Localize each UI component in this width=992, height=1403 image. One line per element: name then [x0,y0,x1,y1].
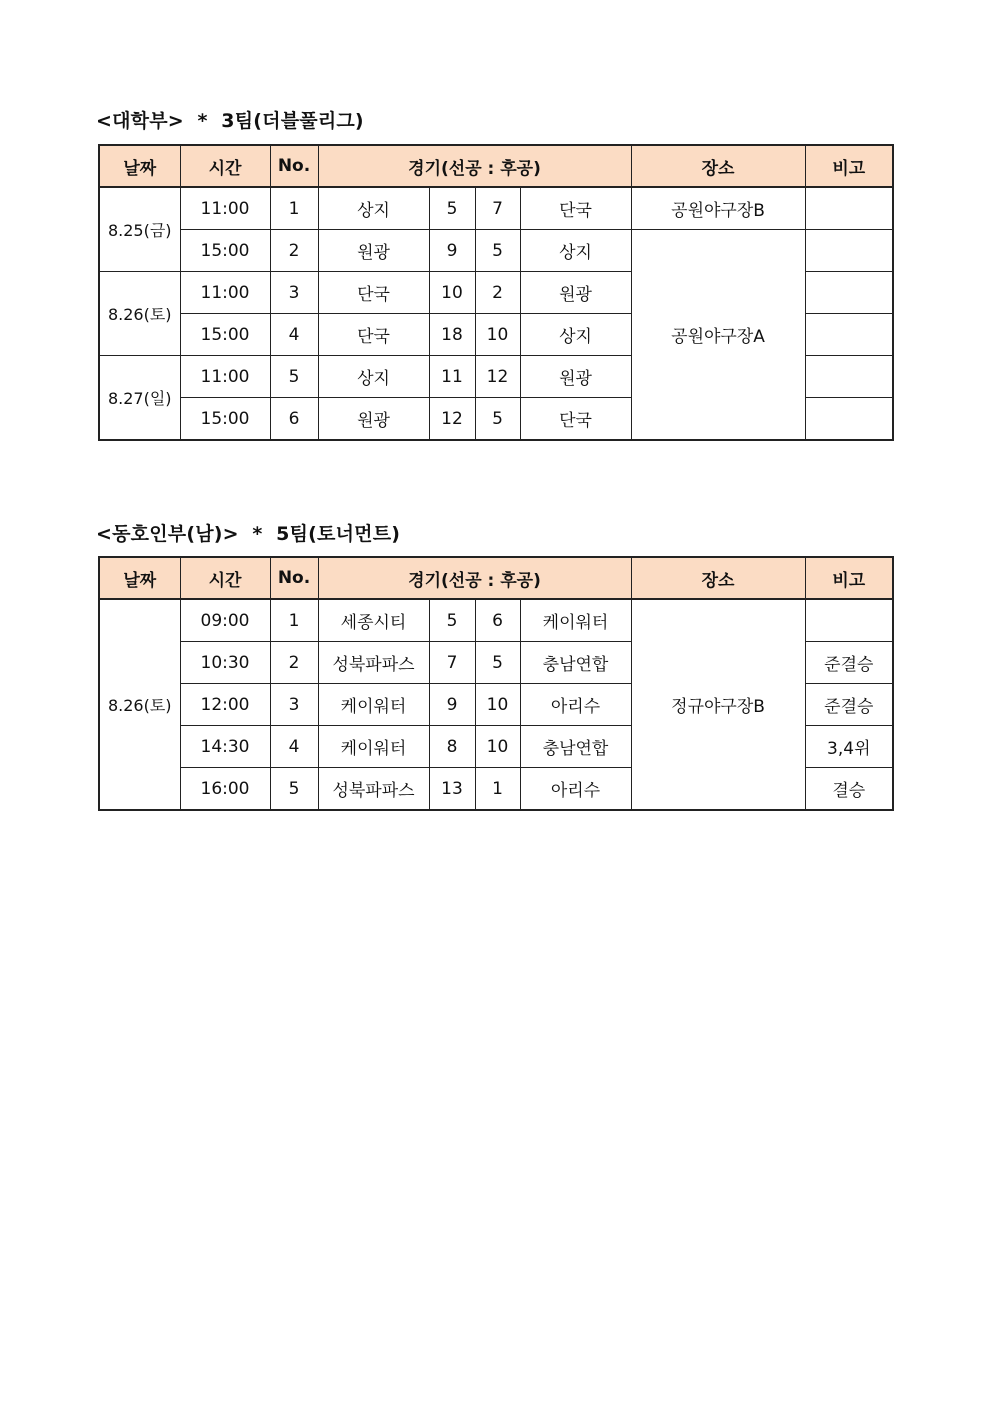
club-schedule-table [98,556,894,811]
date-cell: 8.26(토) [99,599,180,810]
home-team-cell: 원광 [318,230,429,272]
home-team-cell: 케이워터 [318,726,429,768]
time-cell: 10:30 [180,642,270,684]
home-score-cell: 5 [429,187,475,230]
note-cell: 결승 [805,768,893,811]
header-note: 비고 [805,557,893,599]
away-score-cell: 10 [475,726,520,768]
game-no-cell: 2 [270,642,318,684]
note-cell: 준결승 [805,684,893,726]
time-cell: 11:00 [180,187,270,230]
away-team-cell: 단국 [520,187,631,230]
header-match: 경기(선공 : 후공) [318,145,631,187]
note-cell [805,230,893,272]
note-cell: 3,4위 [805,726,893,768]
game-no-cell: 6 [270,398,318,441]
home-team-cell: 단국 [318,272,429,314]
home-score-cell: 9 [429,684,475,726]
home-team-cell: 케이워터 [318,684,429,726]
time-cell: 15:00 [180,398,270,441]
time-cell: 14:30 [180,726,270,768]
time-cell: 16:00 [180,768,270,811]
game-no-cell: 5 [270,768,318,811]
club-section-title: <동호인부(남)> * 5팀(토너먼트) [96,523,401,545]
note-cell [805,599,893,642]
away-score-cell: 10 [475,314,520,356]
venue-cell: 정규야구장B [631,599,805,810]
header-date: 날짜 [99,557,180,599]
away-team-cell: 상지 [520,314,631,356]
header-row [99,557,893,599]
home-team-cell: 상지 [318,187,429,230]
home-team-cell: 원광 [318,398,429,441]
table-row [99,599,893,642]
away-score-cell: 10 [475,684,520,726]
note-cell [805,314,893,356]
home-score-cell: 13 [429,768,475,811]
home-score-cell: 12 [429,398,475,441]
home-score-cell: 11 [429,356,475,398]
away-team-cell: 아리수 [520,768,631,811]
time-cell: 15:00 [180,230,270,272]
header-match: 경기(선공 : 후공) [318,557,631,599]
away-score-cell: 7 [475,187,520,230]
college-schedule-table [98,144,894,441]
header-no: No. [270,145,318,187]
away-team-cell: 아리수 [520,684,631,726]
header-venue: 장소 [631,557,805,599]
home-score-cell: 8 [429,726,475,768]
away-team-cell: 단국 [520,398,631,441]
note-cell [805,356,893,398]
away-score-cell: 12 [475,356,520,398]
header-note: 비고 [805,145,893,187]
college-section-title: <대학부> * 3팀(더블풀리그) [96,110,364,132]
away-team-cell: 원광 [520,356,631,398]
time-cell: 12:00 [180,684,270,726]
home-team-cell: 성북파파스 [318,642,429,684]
home-score-cell: 9 [429,230,475,272]
away-team-cell: 원광 [520,272,631,314]
away-score-cell: 5 [475,230,520,272]
away-score-cell: 1 [475,768,520,811]
away-score-cell: 2 [475,272,520,314]
home-team-cell: 단국 [318,314,429,356]
away-team-cell: 케이워터 [520,599,631,642]
time-cell: 15:00 [180,314,270,356]
home-team-cell: 세종시티 [318,599,429,642]
time-cell: 11:00 [180,356,270,398]
header-time: 시간 [180,145,270,187]
venue-cell: 공원야구장B [631,187,805,230]
game-no-cell: 2 [270,230,318,272]
note-cell: 준결승 [805,642,893,684]
note-cell [805,398,893,441]
away-team-cell: 충남연합 [520,726,631,768]
game-no-cell: 3 [270,272,318,314]
game-no-cell: 4 [270,314,318,356]
home-team-cell: 성북파파스 [318,768,429,811]
home-score-cell: 7 [429,642,475,684]
home-team-cell: 상지 [318,356,429,398]
note-cell [805,272,893,314]
date-cell: 8.26(토) [99,272,180,356]
away-score-cell: 5 [475,642,520,684]
header-no: No. [270,557,318,599]
header-date: 날짜 [99,145,180,187]
date-cell: 8.27(일) [99,356,180,441]
time-cell: 11:00 [180,272,270,314]
game-no-cell: 1 [270,187,318,230]
header-venue: 장소 [631,145,805,187]
away-score-cell: 6 [475,599,520,642]
away-score-cell: 5 [475,398,520,441]
header-row [99,145,893,187]
time-cell: 09:00 [180,599,270,642]
game-no-cell: 5 [270,356,318,398]
game-no-cell: 1 [270,599,318,642]
game-no-cell: 3 [270,684,318,726]
away-team-cell: 충남연합 [520,642,631,684]
table-row [99,230,893,272]
home-score-cell: 10 [429,272,475,314]
home-score-cell: 18 [429,314,475,356]
note-cell [805,187,893,230]
header-time: 시간 [180,557,270,599]
venue-cell: 공원야구장A [631,230,805,441]
game-no-cell: 4 [270,726,318,768]
date-cell: 8.25(금) [99,187,180,272]
home-score-cell: 5 [429,599,475,642]
table-row [99,187,893,230]
away-team-cell: 상지 [520,230,631,272]
